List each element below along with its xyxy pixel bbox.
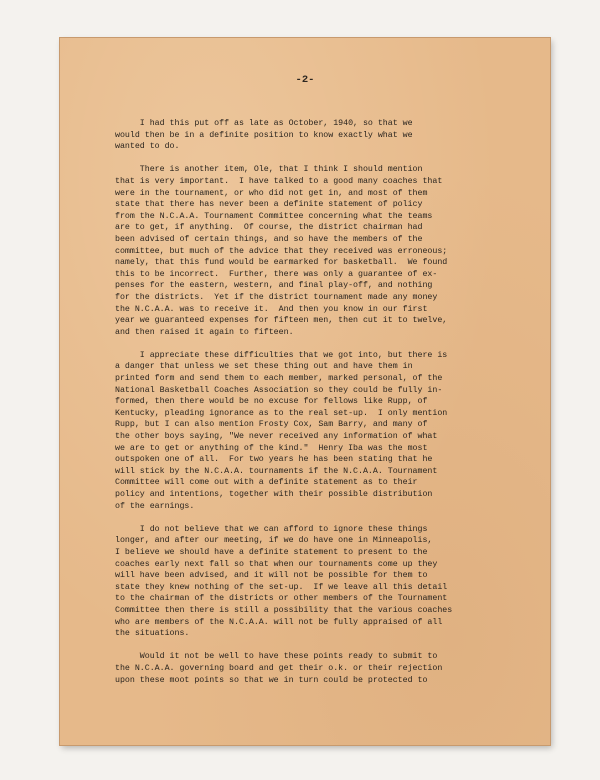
page-number: -2-	[295, 74, 315, 86]
text-line: been advised of certain things, and so have the members of the	[115, 234, 423, 244]
text-line: I do not believe that we can afford to ignore these things	[115, 524, 428, 534]
text-line: I had this put off as late as October, 1940, so that we	[115, 119, 413, 128]
text-line: I appreciate these difficulties that we got into, but there is	[115, 350, 448, 360]
text-line: Kentucky, pleading ignorance as to the real set-up. I only mention	[115, 408, 448, 418]
paragraph-2	[115, 164, 520, 338]
text-line: outspoken one of all. For two years he has been stating that he	[115, 455, 433, 465]
text-line: that is very important. I have talked to a good many coaches that	[115, 176, 443, 186]
document-page	[60, 38, 550, 745]
text-line: the N.C.A.A. governing board and get their o.k. or their rejection	[115, 663, 443, 673]
paragraph-4	[115, 524, 520, 640]
text-line: the other boys saying, "We never received any information of what	[115, 432, 438, 442]
text-line: and then raised it again to fifteen.	[115, 327, 294, 337]
text-line: of the earnings.	[115, 501, 195, 511]
text-line: the situations.	[115, 629, 190, 639]
text-line: National Basketball Coaches Association so they could be fully in-	[115, 385, 443, 395]
text-line: will stick by the N.C.A.A. tournaments if the N.C.A.A. Tournament	[115, 466, 438, 476]
text-line: this to be incorrect. Further, there was only a guarantee of ex-	[115, 269, 438, 279]
text-line: Committee will come out with a definite statement as to their	[115, 478, 418, 488]
text-line: policy and intentions, together with their possible distribution	[115, 490, 433, 499]
text-line: were in the tournament, or who did not get in, and most of them	[115, 188, 428, 198]
text-line: coaches early next fall so that when our tournaments come up they	[115, 559, 438, 569]
text-line: for the districts. Yet if the district tournament made any money	[115, 292, 438, 302]
text-line: I believe we should have a definite statement to present to the	[115, 547, 428, 557]
text-line: longer, and after our meeting, if we do have one in Minneapolis,	[115, 536, 433, 546]
text-line: upon these moot points so that we in turn could be protected to	[115, 675, 428, 685]
text-line: the N.C.A.A. was to receive it. And then you know in our first	[115, 304, 428, 314]
text-line: committee, but much of the advice that they received was erroneous;	[115, 246, 448, 256]
paragraph-1	[115, 118, 520, 153]
text-line: who are members of the N.C.A.A. will not be fully appraised of all	[115, 617, 443, 627]
text-line: Rupp, but I can also mention Frosty Cox, Sam Barry, and many of	[115, 420, 428, 430]
text-line: state that there has never been a definite statement of policy	[115, 200, 423, 210]
text-line: we are to get or anything of the kind." Henry Iba was the most	[115, 443, 428, 453]
text-line: formed, then there would be no excuse for fellows like Rupp, of	[115, 397, 428, 407]
text-line: a danger that unless we set these thing out and have them in	[115, 362, 413, 372]
text-line: from the N.C.A.A. Tournament Committee concerning what the teams	[115, 211, 433, 221]
text-line: state they knew nothing of the set-up. If we leave all this detail	[115, 582, 448, 592]
text-line: are to get, if anything. Of course, the district chairman had	[115, 223, 423, 233]
text-line: penses for the eastern, western, and final play-off, and nothing	[115, 281, 433, 291]
text-line: would then be in a definite position to know exactly what we	[115, 130, 413, 140]
text-line: Committee then there is still a possibility that the various coaches	[115, 605, 453, 615]
text-line: printed form and send them to each member, marked personal, of the	[115, 374, 443, 384]
text-line: year we guaranteed expenses for fifteen men, then cut it to twelve,	[115, 316, 448, 326]
paragraph-5	[115, 651, 520, 686]
letter-body	[115, 118, 520, 698]
text-line: namely, that this fund would be earmarked for basketball. We found	[115, 258, 448, 268]
paragraph-3	[115, 350, 520, 512]
text-line: There is another item, Ole, that I think I should mention	[115, 165, 423, 175]
text-line: Would it not be well to have these points ready to submit to	[115, 652, 438, 662]
text-line: wanted to do.	[115, 142, 180, 152]
text-line: to the chairman of the districts or other members of the Tournament	[115, 594, 448, 604]
text-line: will have been advised, and it will not be possible for them to	[115, 571, 428, 581]
